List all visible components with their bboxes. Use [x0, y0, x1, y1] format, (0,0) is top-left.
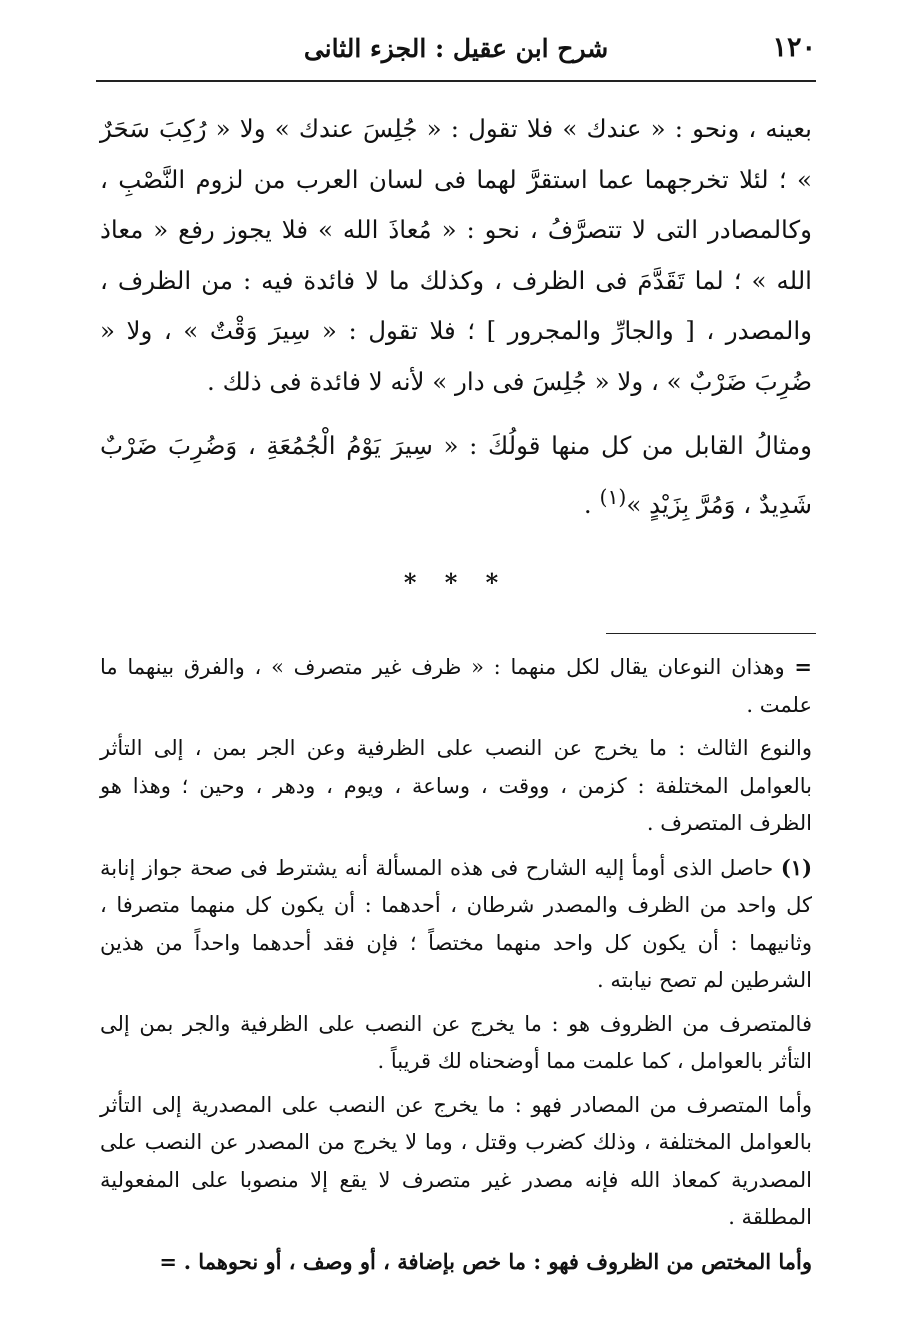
footnote-rule: [606, 633, 816, 634]
footnote-paragraph-1-text: وهذان النوعان يقال لكل منهما : « ظرف غير متصرف » ، والفرق بينهما ما علمت .: [100, 655, 812, 717]
header-rule: [96, 80, 816, 82]
section-separator: * * *: [403, 568, 509, 597]
running-title: شرح ابن عقيل : الجزء الثانى: [303, 34, 609, 63]
footnote-paragraph-1: [100, 648, 812, 724]
footnote-number: (١): [780, 854, 812, 880]
main-paragraph-2-text: ومثالُ القابل من كل منها قولُكَ : « سِيرَ يَوْمُ الْجُمُعَةِ ، وَضُرِبَ ضَرْبٌ شَدِيدٌ ، وَمُرَّ بِزَيْدٍ »: [100, 431, 812, 519]
main-paragraph-2: [100, 421, 812, 530]
footnotes: [100, 648, 812, 1281]
page-number: ١٢٠: [772, 32, 816, 63]
footnote-paragraph-3-text: حاصل الذى أومأ إليه الشارح فى هذه المسألة أنه يشترط فى صحة جواز إنابة كل واحد من الظرف والمصدر شرطان ، أحدهما : أن يكون كل منهما متصرفا ، وثانيهما : أن يكون كل واحد منهما مختصاً ؛ فإن فقد أحدهما واحداً من هذين الشرطين لم تصح نيابته .: [100, 855, 812, 992]
page-header: [96, 28, 816, 72]
main-paragraph-2-end: .: [583, 489, 600, 519]
footnote-paragraph-2: والنوع الثالث : ما يخرج عن النصب على الظرفية وعن الجر بمن ، إلى التأثر بالعوامل المختلفة : كزمن ، ووقت ، وساعة ، ويوم ، ودهر ، وحين ؛ وهذا هو الظرف المتصرف .: [100, 736, 812, 835]
footnote-reference: (١): [599, 484, 627, 509]
continuation-mark-end: =: [159, 1248, 177, 1274]
footnote-paragraph-4: فالمتصرف من الظروف هو : ما يخرج عن النصب على الظرفية والجر بمن إلى التأثر بالعوامل ، كما علمت مما أوضحناه لك قريباً .: [100, 1011, 812, 1073]
footnote-paragraph-6-text: وأما المختص من الظروف فهو : ما خص بإضافة ، أو وصف ، أو نحوهما .: [183, 1248, 812, 1274]
main-paragraph-1: بعينه ، ونحو : « عندك » فلا تقول : « جُلِسَ عندك » ولا « رُكِبَ سَحَرٌ » ؛ لئلا تخرجهما عما استقرَّ لهما فى لسان العرب من لزوم النَّصْبِ ، وكالمصادر التى لا تتصرَّفُ ، نحو : « مُعاذَ الله » فلا يجوز رفع « معاذ الله » ؛ لما تَقَدَّمَ فى الظرف ، وكذلك ما لا فائدة فيه : من الظرف ، والمصدر ، [ والجارِّ والمجرور ] ؛ فلا تقول : « سِيرَ وَقْتٌ » ، ولا « ضُرِبَ ضَرْبٌ » ، ولا « جُلِسَ فى دار » لأنه لا فائدة فى ذلك .: [100, 114, 812, 396]
footnote-paragraph-5: وأما المتصرف من المصادر فهو : ما يخرج عن النصب على المصدرية إلى التأثر بالعوامل المختلفة ، وذلك كضرب وقتل ، وما لا يخرج من المصدر عن النصب على المصدرية كمعاذ الله فإنه مصدر غير متصرف لا يقع إلا منصوبا على المفعولية المطلقة .: [100, 1092, 812, 1229]
continuation-mark: =: [794, 654, 812, 679]
footnote-paragraph-6: [100, 1243, 812, 1282]
footnote-paragraph-3: [100, 849, 812, 1000]
main-text: [100, 104, 812, 530]
